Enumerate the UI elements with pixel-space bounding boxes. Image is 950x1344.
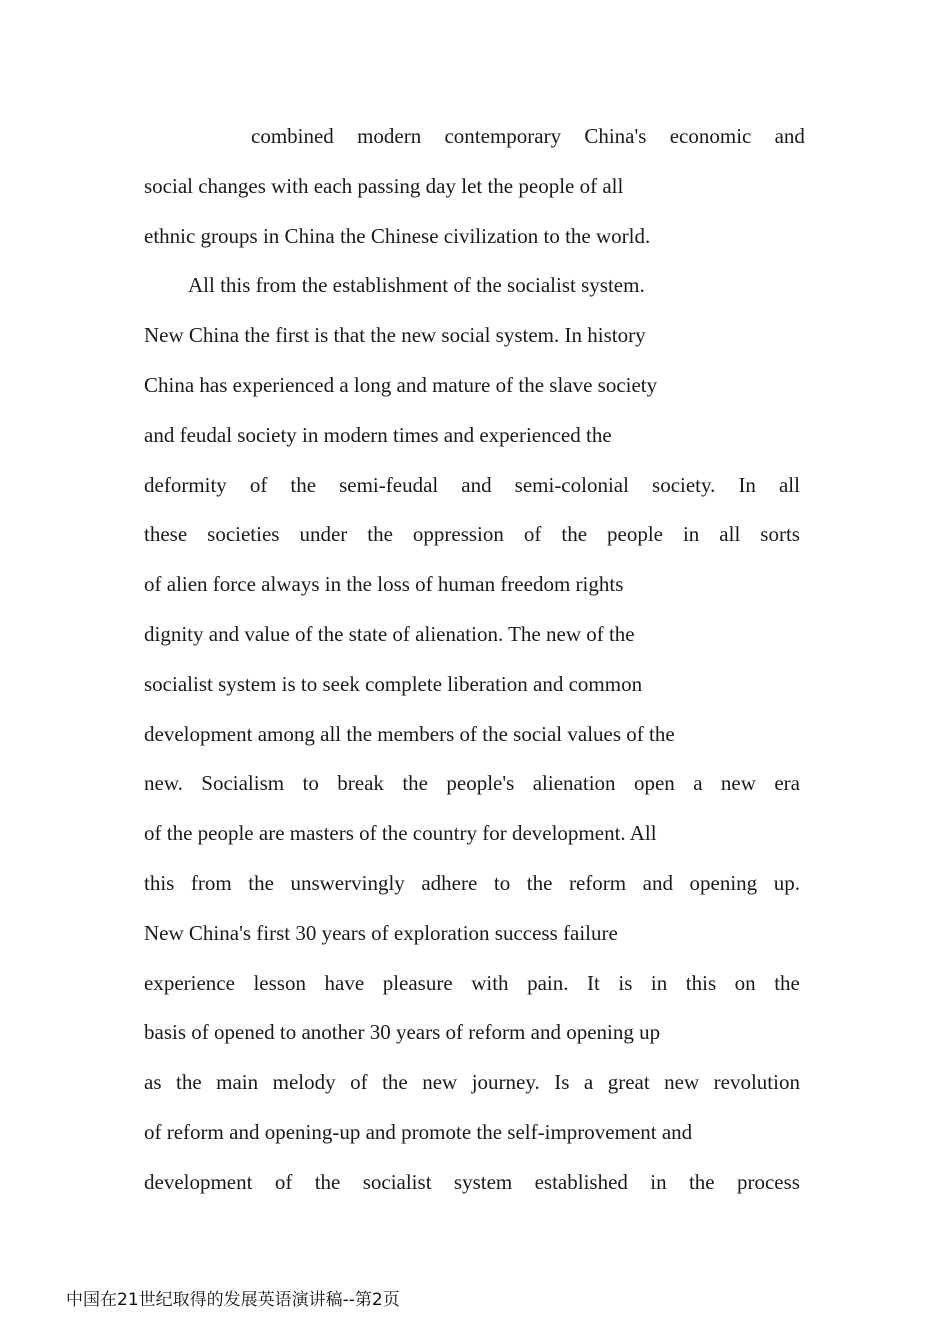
word: Socialism (201, 771, 285, 796)
word: in (682, 522, 700, 547)
word: economic (669, 124, 752, 148)
word: China's (584, 124, 647, 148)
word: the (526, 870, 553, 895)
word: contemporary (444, 124, 562, 148)
word: adhere (421, 870, 478, 895)
text-line-12: socialist system is to seek complete liberation and common (144, 671, 643, 696)
word: the (382, 1070, 408, 1095)
text-line-11: dignity and value of the state of alienation. The new of the (144, 621, 635, 646)
word: pain. (527, 970, 569, 995)
text-line-4: All this from the establishment of the socialist system. (188, 273, 645, 298)
word: and (642, 870, 673, 895)
word: in (650, 970, 668, 995)
text-line-1 (144, 118, 805, 168)
word: new. (144, 771, 183, 796)
body-text (144, 118, 844, 1214)
word: have (324, 970, 365, 995)
text-line-15: of the people are masters of the country for development. All (144, 821, 657, 846)
text-line-14 (144, 765, 800, 815)
word: to (493, 870, 511, 895)
word: up. (773, 870, 800, 895)
text-line-22 (144, 1164, 800, 1214)
word: journey. (471, 1070, 540, 1095)
word: lesson (253, 970, 306, 995)
word: great (607, 1070, 650, 1095)
word: a (693, 771, 703, 796)
word: from (190, 870, 232, 895)
word: unswervingly (290, 870, 405, 895)
word: the (402, 771, 428, 796)
text-line-2: social changes with each passing day let the people of all (144, 173, 624, 198)
word: alienation (532, 771, 616, 796)
text-line-19: basis of opened to another 30 years of reform and opening up (144, 1020, 661, 1045)
word: socialist (362, 1169, 432, 1194)
word: people (607, 522, 663, 547)
word: as (144, 1070, 162, 1095)
word: society. (652, 472, 716, 497)
word: oppression (412, 522, 504, 547)
word: opening (689, 870, 758, 895)
word: system (453, 1169, 513, 1194)
word: break (337, 771, 384, 796)
word: is (618, 970, 633, 995)
word: the (561, 522, 588, 547)
text-line-20 (144, 1064, 800, 1114)
word: societies (207, 522, 280, 547)
word: and (461, 472, 492, 497)
word: all (719, 522, 741, 547)
word: process (736, 1169, 800, 1194)
word: of (274, 1169, 293, 1194)
word: of (249, 472, 268, 497)
text-line-3: ethnic groups in China the Chinese civilization to the world. (144, 223, 651, 248)
word: with (471, 970, 509, 995)
word: sorts (760, 522, 800, 547)
word: under (299, 522, 348, 547)
word: the (248, 870, 274, 895)
word: semi-colonial (514, 472, 629, 497)
text-line-18 (144, 965, 800, 1015)
word: combined (251, 124, 334, 148)
word: development (144, 1169, 253, 1194)
word: the (175, 1070, 202, 1095)
word: people's (446, 771, 515, 796)
word: this (685, 970, 717, 995)
word: all (778, 472, 800, 497)
text-line-8 (144, 467, 800, 517)
word: new (720, 771, 756, 796)
word: the (774, 970, 800, 995)
word: melody (272, 1070, 336, 1095)
word: to (302, 771, 319, 796)
word: and (774, 124, 805, 148)
word: semi-feudal (339, 472, 439, 497)
text-line-9 (144, 516, 800, 566)
word: established (534, 1169, 628, 1194)
text-line-17: New China's first 30 years of exploration success failure (144, 920, 618, 945)
word: experience (144, 970, 235, 995)
text-line-21: of reform and opening-up and promote the self-improvement and (144, 1119, 693, 1144)
word: a (583, 1070, 594, 1095)
word: deformity (144, 472, 227, 497)
word: It (587, 970, 600, 995)
word: reform (568, 870, 627, 895)
word: this (144, 870, 175, 895)
text-line-10: of alien force always in the loss of human freedom rights (144, 572, 624, 597)
text-line-7: and feudal society in modern times and experienced the (144, 422, 612, 447)
word: on (734, 970, 756, 995)
word: the (367, 522, 393, 547)
word: In (738, 472, 756, 497)
word: era (774, 771, 800, 796)
word: new (422, 1070, 458, 1095)
text-line-13: development among all the members of the social values of the (144, 721, 675, 746)
text-line-6: China has experienced a long and mature of the slave society (144, 372, 658, 397)
word: these (144, 522, 188, 547)
word: pleasure (382, 970, 453, 995)
word: of (523, 522, 542, 547)
word: in (650, 1169, 667, 1194)
word: new (664, 1070, 700, 1095)
text-line-5: New China the first is that the new social system. In history (144, 323, 646, 348)
word: the (688, 1169, 715, 1194)
word: of (350, 1070, 368, 1095)
word: main (216, 1070, 259, 1095)
word: open (633, 771, 675, 796)
page-footer: 中国在21世纪取得的发展英语演讲稿--第2页 (66, 1290, 400, 1310)
text-line-16 (144, 865, 800, 915)
word: the (314, 1169, 341, 1194)
word: Is (554, 1070, 570, 1095)
word: the (290, 472, 317, 497)
word: modern (357, 124, 422, 148)
word: revolution (713, 1070, 800, 1095)
